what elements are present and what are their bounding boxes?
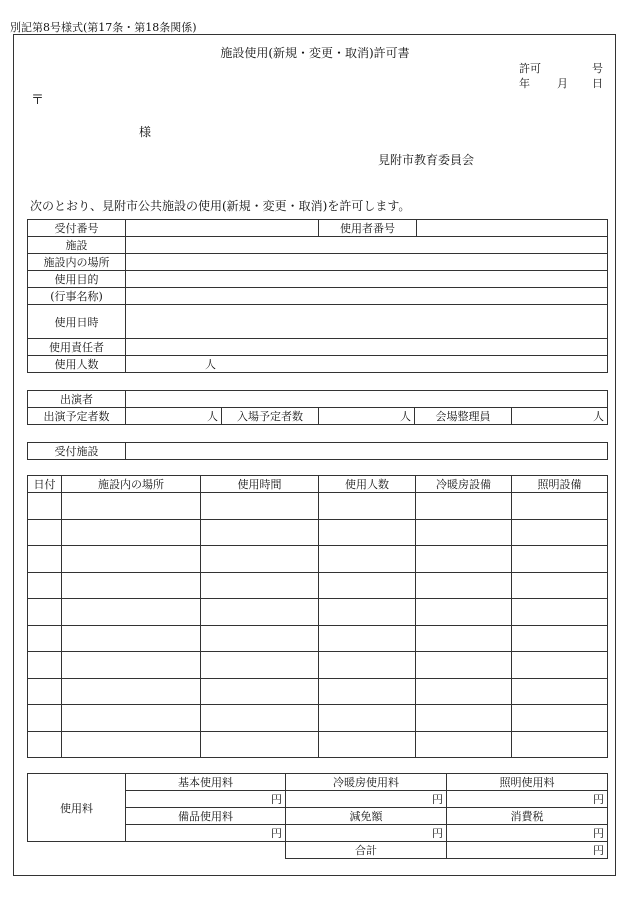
expected-visitors-label: 入場予定者数 [222, 408, 319, 425]
schedule-cell[interactable] [28, 493, 62, 520]
purpose-label: 使用目的 [28, 271, 126, 288]
table-row [28, 842, 608, 859]
schedule-cell[interactable] [62, 731, 201, 758]
schedule-cell[interactable] [512, 731, 608, 758]
location-field[interactable] [126, 254, 608, 271]
main-info-table [27, 219, 608, 373]
schedule-cell[interactable] [319, 731, 416, 758]
facility-label: 施設 [28, 237, 126, 254]
month-label: 月 [557, 77, 568, 90]
schedule-cell[interactable] [416, 705, 512, 732]
schedule-cell[interactable] [512, 572, 608, 599]
purpose-field[interactable] [126, 271, 608, 288]
table-row [28, 356, 608, 373]
table-row [28, 599, 608, 626]
reception-number-label: 受付番号 [28, 220, 126, 237]
schedule-body [28, 493, 608, 758]
table-row [28, 391, 608, 408]
table-row [28, 271, 608, 288]
fee-table [27, 773, 608, 859]
total-field[interactable]: 円 [447, 842, 608, 859]
schedule-cell[interactable] [512, 493, 608, 520]
reception-facility-field[interactable] [126, 443, 608, 460]
reception-number-field[interactable] [126, 220, 319, 237]
total-label: 合計 [286, 842, 447, 859]
schedule-cell[interactable] [416, 625, 512, 652]
usage-datetime-label: 使用日時 [28, 305, 126, 339]
blank-cell [28, 842, 126, 859]
header-usage-time: 使用時間 [201, 476, 319, 493]
schedule-cell[interactable] [62, 519, 201, 546]
header-location: 施設内の場所 [62, 476, 201, 493]
schedule-cell[interactable] [28, 678, 62, 705]
aircon-fee-field[interactable]: 円 [286, 791, 447, 808]
schedule-cell[interactable] [416, 572, 512, 599]
schedule-cell[interactable] [28, 519, 62, 546]
header-headcount: 使用人数 [319, 476, 416, 493]
table-row [28, 519, 608, 546]
schedule-cell[interactable] [512, 519, 608, 546]
headcount-label: 使用人数 [28, 356, 126, 373]
schedule-cell[interactable] [201, 572, 319, 599]
schedule-cell[interactable] [28, 705, 62, 732]
year-label: 年 [519, 77, 530, 90]
schedule-cell[interactable] [416, 599, 512, 626]
headcount-field[interactable] [126, 356, 608, 373]
header-lighting: 照明設備 [512, 476, 608, 493]
table-row [28, 546, 608, 573]
equipment-fee-label: 備品使用料 [126, 808, 286, 825]
schedule-cell[interactable] [62, 625, 201, 652]
schedule-cell[interactable] [62, 546, 201, 573]
blank-cell [126, 842, 286, 859]
table-row [28, 305, 608, 339]
location-label: 施設内の場所 [28, 254, 126, 271]
table-row [28, 254, 608, 271]
schedule-cell[interactable] [319, 572, 416, 599]
responsible-person-field[interactable] [126, 339, 608, 356]
schedule-cell[interactable] [201, 599, 319, 626]
form-title: 施設使用(新規・変更・取消)許可書 [220, 46, 410, 60]
reception-facility-table [27, 442, 608, 460]
schedule-cell[interactable] [28, 572, 62, 599]
schedule-cell[interactable] [319, 705, 416, 732]
table-header-row [28, 476, 608, 493]
expected-visitors-field[interactable]: 人 [319, 408, 415, 425]
table-row [28, 408, 608, 425]
table-row [28, 705, 608, 732]
expected-performers-label: 出演予定者数 [28, 408, 126, 425]
table-row [28, 731, 608, 758]
schedule-cell[interactable] [62, 599, 201, 626]
table-row [28, 220, 608, 237]
tax-field[interactable]: 円 [447, 825, 608, 842]
reception-facility-label: 受付施設 [28, 443, 126, 460]
postal-mark: 〒 [31, 93, 45, 108]
usage-datetime-field[interactable] [126, 305, 608, 339]
table-row [28, 652, 608, 679]
schedule-cell[interactable] [201, 519, 319, 546]
schedule-cell[interactable] [512, 705, 608, 732]
schedule-cell[interactable] [62, 572, 201, 599]
user-number-field[interactable] [417, 220, 608, 237]
header-date: 日付 [28, 476, 62, 493]
table-row [28, 443, 608, 460]
schedule-cell[interactable] [512, 546, 608, 573]
honorific-sama: 様 [139, 125, 152, 139]
table-row [28, 339, 608, 356]
schedule-cell[interactable] [512, 652, 608, 679]
schedule-cell[interactable] [319, 546, 416, 573]
schedule-cell[interactable] [319, 519, 416, 546]
schedule-cell[interactable] [201, 546, 319, 573]
schedule-cell[interactable] [416, 546, 512, 573]
schedule-cell[interactable] [512, 599, 608, 626]
fee-label: 使用料 [28, 774, 126, 842]
schedule-table [27, 475, 608, 758]
day-label: 日 [592, 77, 603, 90]
schedule-cell[interactable] [319, 493, 416, 520]
schedule-cell[interactable] [28, 731, 62, 758]
form-number-label: 別記第8号様式(第17条・第18条関係) [10, 21, 197, 34]
permit-number-label: 号 [592, 62, 603, 75]
schedule-cell[interactable] [512, 678, 608, 705]
aircon-fee-label: 冷暖房使用料 [286, 774, 447, 791]
user-number-label: 使用者番号 [319, 220, 417, 237]
schedule-cell[interactable] [416, 519, 512, 546]
equipment-fee-field[interactable]: 円 [126, 825, 286, 842]
issuer-name: 見附市教育委員会 [378, 153, 475, 167]
table-row [28, 678, 608, 705]
schedule-cell[interactable] [62, 678, 201, 705]
venue-staff-field[interactable]: 人 [512, 408, 608, 425]
schedule-cell[interactable] [201, 625, 319, 652]
basic-fee-label: 基本使用料 [126, 774, 286, 791]
schedule-cell[interactable] [319, 599, 416, 626]
responsible-person-label: 使用責任者 [28, 339, 126, 356]
venue-staff-label: 会場整理員 [415, 408, 512, 425]
lighting-fee-label: 照明使用料 [447, 774, 608, 791]
schedule-cell[interactable] [28, 599, 62, 626]
reduction-field[interactable]: 円 [286, 825, 447, 842]
schedule-cell[interactable] [416, 678, 512, 705]
schedule-cell[interactable] [28, 546, 62, 573]
schedule-cell[interactable] [28, 652, 62, 679]
schedule-cell[interactable] [201, 493, 319, 520]
table-row [28, 288, 608, 305]
table-row [28, 774, 608, 791]
table-row [28, 493, 608, 520]
tax-label: 消費税 [447, 808, 608, 825]
performer-field[interactable] [126, 391, 608, 408]
performer-label: 出演者 [28, 391, 126, 408]
schedule-cell[interactable] [28, 625, 62, 652]
schedule-cell[interactable] [62, 493, 201, 520]
schedule-cell[interactable] [201, 705, 319, 732]
event-name-field[interactable] [126, 288, 608, 305]
schedule-cell[interactable] [201, 731, 319, 758]
schedule-cell[interactable] [416, 731, 512, 758]
schedule-cell[interactable] [201, 652, 319, 679]
table-row [28, 572, 608, 599]
header-aircon: 冷暖房設備 [416, 476, 512, 493]
performer-table [27, 390, 608, 425]
reduction-label: 減免額 [286, 808, 447, 825]
schedule-cell[interactable] [62, 705, 201, 732]
lighting-fee-field[interactable]: 円 [447, 791, 608, 808]
table-row [28, 237, 608, 254]
expected-performers-field[interactable]: 人 [126, 408, 222, 425]
schedule-cell[interactable] [319, 678, 416, 705]
facility-field[interactable] [126, 237, 608, 254]
schedule-cell[interactable] [62, 652, 201, 679]
schedule-cell[interactable] [416, 493, 512, 520]
event-name-label: (行事名称) [28, 288, 126, 305]
schedule-cell[interactable] [512, 625, 608, 652]
person-unit: 人 [205, 358, 216, 371]
schedule-cell[interactable] [416, 652, 512, 679]
intro-text: 次のとおり、見附市公共施設の使用(新規・変更・取消)を許可します。 [30, 199, 411, 213]
schedule-cell[interactable] [319, 625, 416, 652]
schedule-cell[interactable] [319, 652, 416, 679]
table-row [28, 625, 608, 652]
basic-fee-field[interactable]: 円 [126, 791, 286, 808]
schedule-cell[interactable] [201, 678, 319, 705]
permit-label: 許可 [519, 62, 541, 75]
